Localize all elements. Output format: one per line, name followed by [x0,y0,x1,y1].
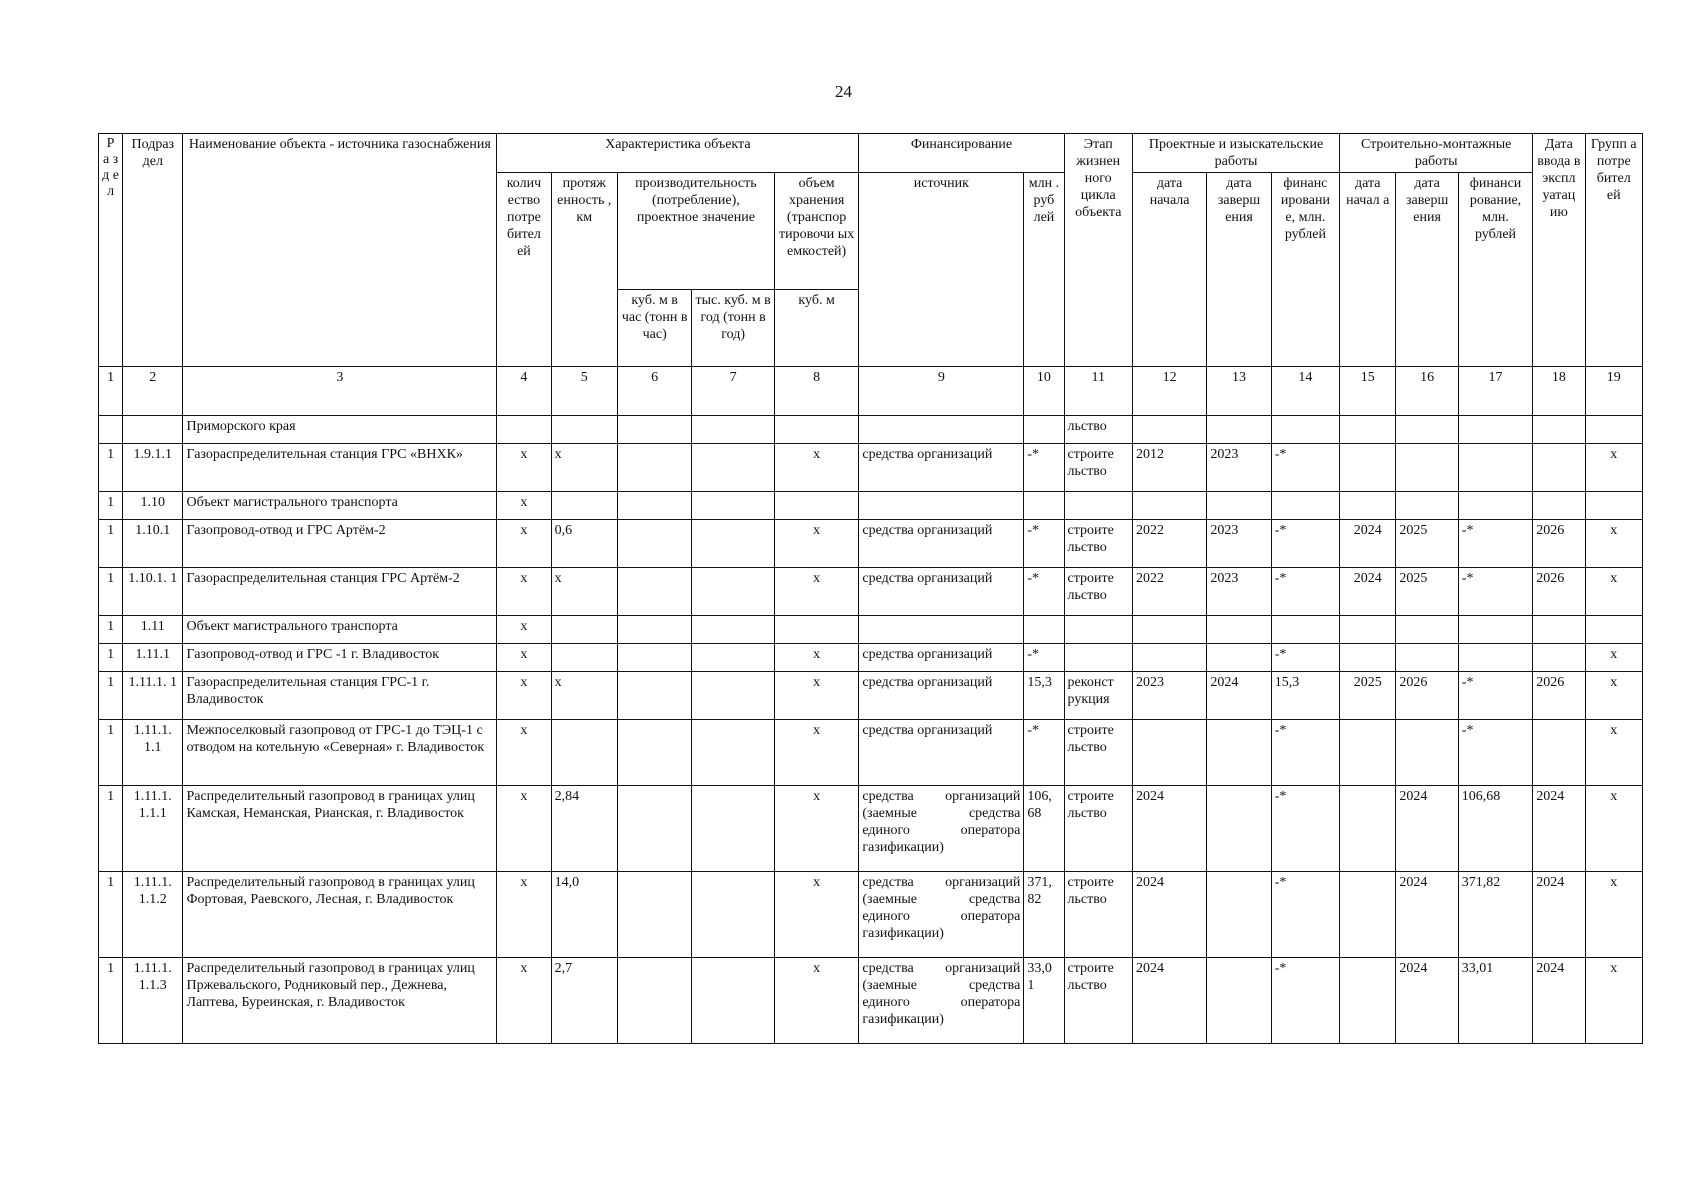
table-cell-col10: -* [1024,520,1064,568]
table-cell-col17: 33,01 [1458,958,1532,1044]
table-cell-col19: x [1585,568,1642,616]
table-cell-col12: 2022 [1132,520,1206,568]
table-body [99,416,1643,1044]
table-cell-col16: 2026 [1396,672,1458,720]
table-cell-col12: 2023 [1132,672,1206,720]
header-c-fin: финанси рование, млн. рублей [1458,173,1532,367]
table-cell-col11: строите льство [1064,520,1132,568]
table-cell-col14: 15,3 [1271,672,1339,720]
header-end-date: дата заверш ения [1207,173,1271,367]
table-cell-col7 [692,644,774,672]
table-cell-col1: 1 [99,786,123,872]
table-cell-col19: x [1585,444,1642,492]
table-row [99,568,1643,616]
table-cell-col18 [1533,492,1585,520]
header-stage: Этап жизнен ного цикла объекта [1064,134,1132,367]
table-cell-col2: 1.11.1. 1.1.3 [123,958,183,1044]
table-cell-col19: x [1585,958,1642,1044]
table-cell-col5: x [551,672,617,720]
table-cell-col10 [1024,492,1064,520]
table-cell-col13 [1207,786,1271,872]
table-cell-col10: -* [1024,568,1064,616]
column-number-row [99,367,1643,416]
table-cell-col3: Объект магистрального транспорта [183,616,497,644]
table-cell-col18: 2024 [1533,872,1585,958]
header-storage: объем хранения (транспор тировочи ых емкостей) [774,173,859,290]
table-cell-col8 [774,616,859,644]
table-cell-col19: x [1585,786,1642,872]
table-cell-col18 [1533,416,1585,444]
table-cell-col9: средства организаций (заемные средства единого оператора газификации) [859,872,1024,958]
table-cell-col19: x [1585,720,1642,786]
table-cell-col9: средства организаций (заемные средства единого оператора газификации) [859,786,1024,872]
table-cell-col6 [617,616,691,644]
table-cell-col14: -* [1271,520,1339,568]
table-cell-col7 [692,444,774,492]
table-row [99,720,1643,786]
table-cell-col13 [1207,492,1271,520]
table-row [99,672,1643,720]
table-cell-col16: 2024 [1396,786,1458,872]
table-cell-col3: Газопровод-отвод и ГРС -1 г. Владивосток [183,644,497,672]
table-cell-col6 [617,492,691,520]
table-cell-col10: -* [1024,444,1064,492]
table-cell-col11 [1064,616,1132,644]
table-cell-col7 [692,520,774,568]
table-cell-col6 [617,872,691,958]
table-cell-col11 [1064,644,1132,672]
table-cell-col3: Газораспределительная станция ГРС «ВНХК» [183,444,497,492]
table-cell-col5: 0,6 [551,520,617,568]
table-cell-col4: x [497,568,551,616]
table-cell-col18 [1533,444,1585,492]
table-cell-col13 [1207,872,1271,958]
column-number: 1 [99,367,123,416]
table-cell-col11: строите льство [1064,444,1132,492]
header-design-works: Проектные и изыскательские работы [1132,134,1339,173]
table-cell-col8: x [774,644,859,672]
table-cell-col4: x [497,720,551,786]
column-number: 5 [551,367,617,416]
table-cell-col14: -* [1271,568,1339,616]
table-cell-col12: 2024 [1132,872,1206,958]
table-cell-col7 [692,786,774,872]
table-cell-col5 [551,616,617,644]
table-cell-col14: -* [1271,644,1339,672]
table-row [99,492,1643,520]
table-cell-col1: 1 [99,672,123,720]
table-cell-col1: 1 [99,568,123,616]
table-cell-col1: 1 [99,444,123,492]
table-cell-col19 [1585,492,1642,520]
table-cell-col15: 2024 [1340,520,1396,568]
table-cell-col4: x [497,872,551,958]
table-cell-col10: 33,0 1 [1024,958,1064,1044]
table-cell-col15 [1340,444,1396,492]
header-c-end: дата заверш ения [1396,173,1458,367]
table-cell-col11: льство [1064,416,1132,444]
table-cell-col1: 1 [99,520,123,568]
table-cell-col9: средства организаций [859,520,1024,568]
header-storage-unit: куб. м [774,290,859,367]
table-cell-col4: x [497,958,551,1044]
table-cell-col12 [1132,644,1206,672]
table-cell-col4: x [497,444,551,492]
table-cell-col9: средства организаций [859,568,1024,616]
header-per-year: тыс. куб. м в год (тонн в год) [692,290,774,367]
column-number: 13 [1207,367,1271,416]
table-cell-col2: 1.10 [123,492,183,520]
table-cell-col10 [1024,416,1064,444]
table-cell-col6 [617,786,691,872]
column-number: 14 [1271,367,1339,416]
table-cell-col9 [859,616,1024,644]
table-cell-col19: x [1585,672,1642,720]
column-number: 3 [183,367,497,416]
header-financing: Финансирование [859,134,1064,173]
table-cell-col16 [1396,444,1458,492]
table-cell-col5: 2,84 [551,786,617,872]
column-number: 11 [1064,367,1132,416]
table-cell-col13: 2023 [1207,520,1271,568]
table-cell-col7 [692,616,774,644]
table-cell-col3: Межпоселковый газопровод от ГРС-1 до ТЭЦ-1 с отводом на котельную «Северная» г. Владивосток [183,720,497,786]
table-cell-col5: 2,7 [551,958,617,1044]
table-cell-col7 [692,958,774,1044]
table-cell-col8: x [774,786,859,872]
table-cell-col1 [99,416,123,444]
table-cell-col12: 2012 [1132,444,1206,492]
table-cell-col5 [551,492,617,520]
header-name: Наименование объекта - источника газоснабжения [183,134,497,367]
table-cell-col11 [1064,492,1132,520]
table-cell-col16: 2025 [1396,520,1458,568]
table-cell-col11: реконст рукция [1064,672,1132,720]
table-cell-col19: x [1585,520,1642,568]
header-mln: млн . руб лей [1024,173,1064,367]
table-cell-col12: 2022 [1132,568,1206,616]
table-cell-col15: 2025 [1340,672,1396,720]
table-cell-col12: 2024 [1132,958,1206,1044]
table-cell-col5 [551,644,617,672]
table-cell-col16 [1396,720,1458,786]
table-cell-col15 [1340,958,1396,1044]
table-cell-col12 [1132,616,1206,644]
header-characteristics: Характеристика объекта [497,134,859,173]
column-number: 7 [692,367,774,416]
table-cell-col2: 1.11.1 [123,644,183,672]
table-cell-col6 [617,672,691,720]
table-cell-col17: -* [1458,672,1532,720]
table-cell-col9 [859,416,1024,444]
table-cell-col11: строите льство [1064,720,1132,786]
table-cell-col2: 1.11.1. 1.1.1 [123,786,183,872]
table-cell-col14: -* [1271,872,1339,958]
table-cell-col1: 1 [99,644,123,672]
table-cell-col7 [692,872,774,958]
table-cell-col19: x [1585,872,1642,958]
header-productivity: производительность (потребление), проектное значение [617,173,774,290]
table-cell-col6 [617,644,691,672]
table-cell-col10: 371, 82 [1024,872,1064,958]
table-cell-col11: строите льство [1064,568,1132,616]
table-cell-col3: Распределительный газопровод в границах улиц Камская, Неманская, Рианская, г. Владивосток [183,786,497,872]
table-cell-col17: -* [1458,520,1532,568]
header-construction: Строительно-монтажные работы [1340,134,1533,173]
table-cell-col9 [859,492,1024,520]
table-cell-col7 [692,416,774,444]
table-cell-col11: строите льство [1064,958,1132,1044]
table-cell-col15 [1340,872,1396,958]
table-cell-col6 [617,720,691,786]
table-cell-col17: -* [1458,568,1532,616]
column-number: 18 [1533,367,1585,416]
column-number: 4 [497,367,551,416]
table-cell-col17 [1458,616,1532,644]
table-cell-col8 [774,492,859,520]
table-cell-col3: Объект магистрального транспорта [183,492,497,520]
table-row [99,444,1643,492]
table-cell-col19 [1585,416,1642,444]
table-cell-col7 [692,568,774,616]
table-cell-col4: x [497,492,551,520]
table-cell-col14 [1271,416,1339,444]
table-cell-col16: 2024 [1396,958,1458,1044]
column-number: 10 [1024,367,1064,416]
table-cell-col8 [774,416,859,444]
table-row [99,644,1643,672]
table-cell-col16: 2024 [1396,872,1458,958]
table-cell-col16 [1396,644,1458,672]
table-cell-col6 [617,416,691,444]
table-cell-col3: Распределительный газопровод в границах улиц Фортовая, Раевского, Лесная, г. Владивосток [183,872,497,958]
table-cell-col17 [1458,416,1532,444]
table-cell-col18: 2024 [1533,786,1585,872]
table-cell-col6 [617,444,691,492]
page-number: 24 [835,82,852,101]
table-row [99,872,1643,958]
table-cell-col6 [617,568,691,616]
table-cell-col16: 2025 [1396,568,1458,616]
table-cell-col1: 1 [99,616,123,644]
table-cell-col15 [1340,492,1396,520]
gas-supply-table [98,133,1643,1044]
table-cell-col19: x [1585,644,1642,672]
header-razdel: Р а з д е л [99,134,123,367]
table-cell-col2: 1.10.1 [123,520,183,568]
table-cell-col7 [692,720,774,786]
table-cell-col10 [1024,616,1064,644]
table-cell-col13 [1207,720,1271,786]
header-commission: Дата ввода в экспл уатац ию [1533,134,1585,367]
table-cell-col13 [1207,416,1271,444]
table-cell-col13 [1207,644,1271,672]
table-cell-col15 [1340,416,1396,444]
table-cell-col16 [1396,492,1458,520]
table-cell-col18 [1533,720,1585,786]
table-cell-col10: -* [1024,644,1064,672]
table-cell-col5 [551,416,617,444]
table-cell-col15 [1340,786,1396,872]
table-cell-col4: x [497,786,551,872]
table-cell-col6 [617,958,691,1044]
table-cell-col8: x [774,672,859,720]
table-cell-col5: x [551,444,617,492]
table-cell-col14 [1271,616,1339,644]
table-cell-col18 [1533,644,1585,672]
table-row [99,520,1643,568]
column-number: 9 [859,367,1024,416]
header-c-start: дата начал а [1340,173,1396,367]
header-group: Групп а потре бител ей [1585,134,1642,367]
table-cell-col13: 2024 [1207,672,1271,720]
table-cell-col2: 1.11.1. 1.1.2 [123,872,183,958]
table-cell-col7 [692,492,774,520]
header-podrazdel: Подраз дел [123,134,183,367]
table-cell-col8: x [774,520,859,568]
header-source: источник [859,173,1024,367]
table-cell-col4: x [497,672,551,720]
table-cell-col13: 2023 [1207,444,1271,492]
table-cell-col4: x [497,644,551,672]
table-cell-col18: 2026 [1533,520,1585,568]
table-cell-col14 [1271,492,1339,520]
table-cell-col14: -* [1271,444,1339,492]
table-cell-col7 [692,672,774,720]
table-cell-col1: 1 [99,720,123,786]
column-number: 8 [774,367,859,416]
column-number: 17 [1458,367,1532,416]
column-number: 15 [1340,367,1396,416]
column-number: 16 [1396,367,1458,416]
table-cell-col2 [123,416,183,444]
table-cell-col16 [1396,616,1458,644]
column-number: 12 [1132,367,1206,416]
table-cell-col1: 1 [99,872,123,958]
table-cell-col10: -* [1024,720,1064,786]
table-cell-col12: 2024 [1132,786,1206,872]
header-per-hour: куб. м в час (тонн в час) [617,290,691,367]
table-cell-col13 [1207,958,1271,1044]
table-cell-col1: 1 [99,958,123,1044]
table-cell-col13: 2023 [1207,568,1271,616]
table-cell-col15 [1340,644,1396,672]
table-cell-col9: средства организаций [859,720,1024,786]
table-cell-col11: строите льство [1064,786,1132,872]
table-cell-col19 [1585,616,1642,644]
table-cell-col18: 2026 [1533,568,1585,616]
table-cell-col17: -* [1458,720,1532,786]
table-cell-col12 [1132,416,1206,444]
header-design-fin: финанс ировани е, млн. рублей [1271,173,1339,367]
table-cell-col8: x [774,958,859,1044]
column-number: 2 [123,367,183,416]
table-cell-col9: средства организаций [859,672,1024,720]
table-cell-col2: 1.9.1.1 [123,444,183,492]
table-cell-col17: 106,68 [1458,786,1532,872]
column-number: 6 [617,367,691,416]
table-cell-col8: x [774,720,859,786]
table-cell-col9: средства организаций [859,644,1024,672]
table-cell-col14: -* [1271,786,1339,872]
table-cell-col16 [1396,416,1458,444]
table-cell-col2: 1.11 [123,616,183,644]
table-cell-col9: средства организаций (заемные средства единого оператора газификации) [859,958,1024,1044]
table-cell-col4: x [497,520,551,568]
table-cell-col17 [1458,444,1532,492]
table-row [99,616,1643,644]
table-cell-col3: Газораспределительная станция ГРС Артём-2 [183,568,497,616]
table-cell-col3: Газопровод-отвод и ГРС Артём-2 [183,520,497,568]
table-cell-col4: x [497,616,551,644]
header-start-date: дата начала [1132,173,1206,367]
table-cell-col15: 2024 [1340,568,1396,616]
column-number: 19 [1585,367,1642,416]
table-cell-col9: средства организаций [859,444,1024,492]
table-cell-col4 [497,416,551,444]
table-cell-col12 [1132,720,1206,786]
table-cell-col2: 1.11.1. 1 [123,672,183,720]
table-cell-col2: 1.11.1. 1.1 [123,720,183,786]
table-cell-col3: Приморского края [183,416,497,444]
table-cell-col10: 106, 68 [1024,786,1064,872]
table-cell-col17: 371,82 [1458,872,1532,958]
table-cell-col5 [551,720,617,786]
table-cell-col18: 2024 [1533,958,1585,1044]
table-cell-col8: x [774,444,859,492]
table-cell-col15 [1340,720,1396,786]
table-row [99,416,1643,444]
table-cell-col14: -* [1271,958,1339,1044]
table-cell-col8: x [774,568,859,616]
table-cell-col8: x [774,872,859,958]
table-cell-col1: 1 [99,492,123,520]
table-cell-col6 [617,520,691,568]
table-cell-col14: -* [1271,720,1339,786]
table-cell-col17 [1458,492,1532,520]
table-cell-col17 [1458,644,1532,672]
table-row [99,958,1643,1044]
table-cell-col2: 1.10.1. 1 [123,568,183,616]
header-length: протяж енность , км [551,173,617,367]
table-cell-col12 [1132,492,1206,520]
table-cell-col5: x [551,568,617,616]
header-count: колич ество потре бител ей [497,173,551,367]
table-cell-col18: 2026 [1533,672,1585,720]
table-row [99,786,1643,872]
table-cell-col18 [1533,616,1585,644]
table-cell-col5: 14,0 [551,872,617,958]
table-cell-col11: строите льство [1064,872,1132,958]
table-cell-col3: Распределительный газопровод в границах улиц Пржевальского, Родниковый пер., Дежнева, Лаптева, Буреинская, г. Владивосток [183,958,497,1044]
table-cell-col15 [1340,616,1396,644]
table-cell-col3: Газораспределительная станция ГРС-1 г. Владивосток [183,672,497,720]
table-cell-col10: 15,3 [1024,672,1064,720]
table-cell-col13 [1207,616,1271,644]
